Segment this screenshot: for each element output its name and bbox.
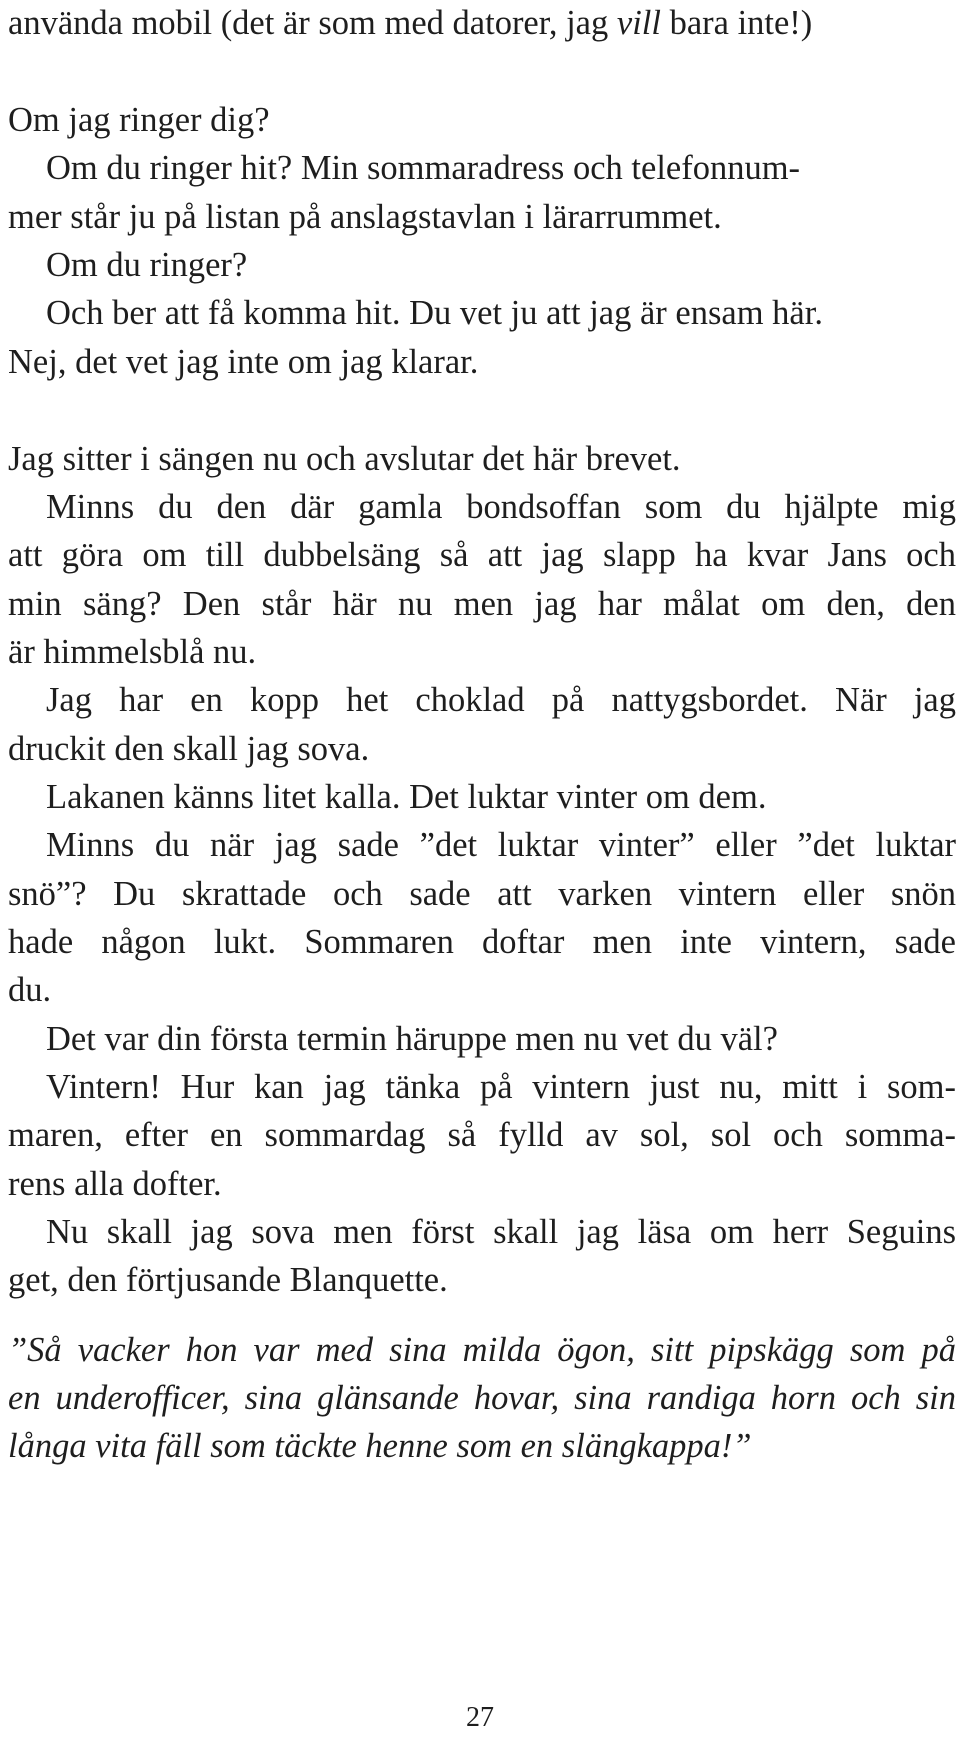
text-line: get, den förtjusande Blanquette. — [8, 1261, 448, 1299]
text-line: använda mobil (det är som med datorer, jag vill bara inte!) — [8, 4, 813, 42]
text-line: Vintern! Hur kan jag tänka på vintern just nu, mitt i som- — [46, 1068, 956, 1106]
text-line: att göra om till dubbelsäng så att jag slapp ha kvar Jans och — [8, 536, 956, 574]
text-line: Jag sitter i sängen nu och avslutar det här brevet. — [8, 440, 681, 478]
text-line: Det var din första termin häruppe men nu vet du väl? — [46, 1020, 778, 1058]
text-line: Minns du när jag sade ”det luktar vinter” eller ”det luktar — [46, 826, 956, 864]
text-line: maren, efter en sommardag så fylld av sol, sol och somma- — [8, 1116, 956, 1154]
text-line: Nej, det vet jag inte om jag klarar. — [8, 343, 479, 381]
text-line: Om du ringer hit? Min sommaradress och telefonnum- — [46, 149, 801, 187]
text-line: Minns du den där gamla bondsoffan som du hjälpte mig — [46, 488, 956, 526]
text-line: Lakanen känns litet kalla. Det luktar vinter om dem. — [46, 778, 767, 816]
page-number: 27 — [466, 1702, 494, 1733]
text-line: Och ber att få komma hit. Du vet ju att jag är ensam här. — [46, 294, 823, 332]
text-line: hade någon lukt. Sommaren doftar men inte vintern, sade — [8, 923, 956, 961]
text-line: snö”? Du skrattade och sade att varken vintern eller snön — [8, 875, 956, 913]
text-line: druckit den skall jag sova. — [8, 730, 370, 768]
text-line: min säng? Den står här nu men jag har målat om den, den — [8, 585, 956, 623]
quote-line: långa vita fäll som täckte henne som en slängkappa!” — [8, 1427, 752, 1465]
text-line: du. — [8, 971, 52, 1009]
text-line: Om du ringer? — [46, 246, 248, 284]
quote-line: ”Så vacker hon var med sina milda ögon, sitt pipskägg som på — [8, 1331, 956, 1369]
quote-line: en underofficer, sina glänsande hovar, sina randiga horn och sin — [8, 1379, 956, 1417]
text-line: är himmelsblå nu. — [8, 633, 257, 671]
emphasis: vill — [616, 4, 661, 42]
text-line: mer står ju på listan på anslagstavlan i lärarrummet. — [8, 198, 722, 236]
text-line: rens alla dofter. — [8, 1165, 222, 1203]
text-line: Om jag ringer dig? — [8, 101, 270, 139]
text-line: Nu skall jag sova men först skall jag läsa om herr Seguins — [46, 1213, 956, 1251]
text-line: Jag har en kopp het choklad på nattygsbordet. När jag — [46, 681, 956, 719]
